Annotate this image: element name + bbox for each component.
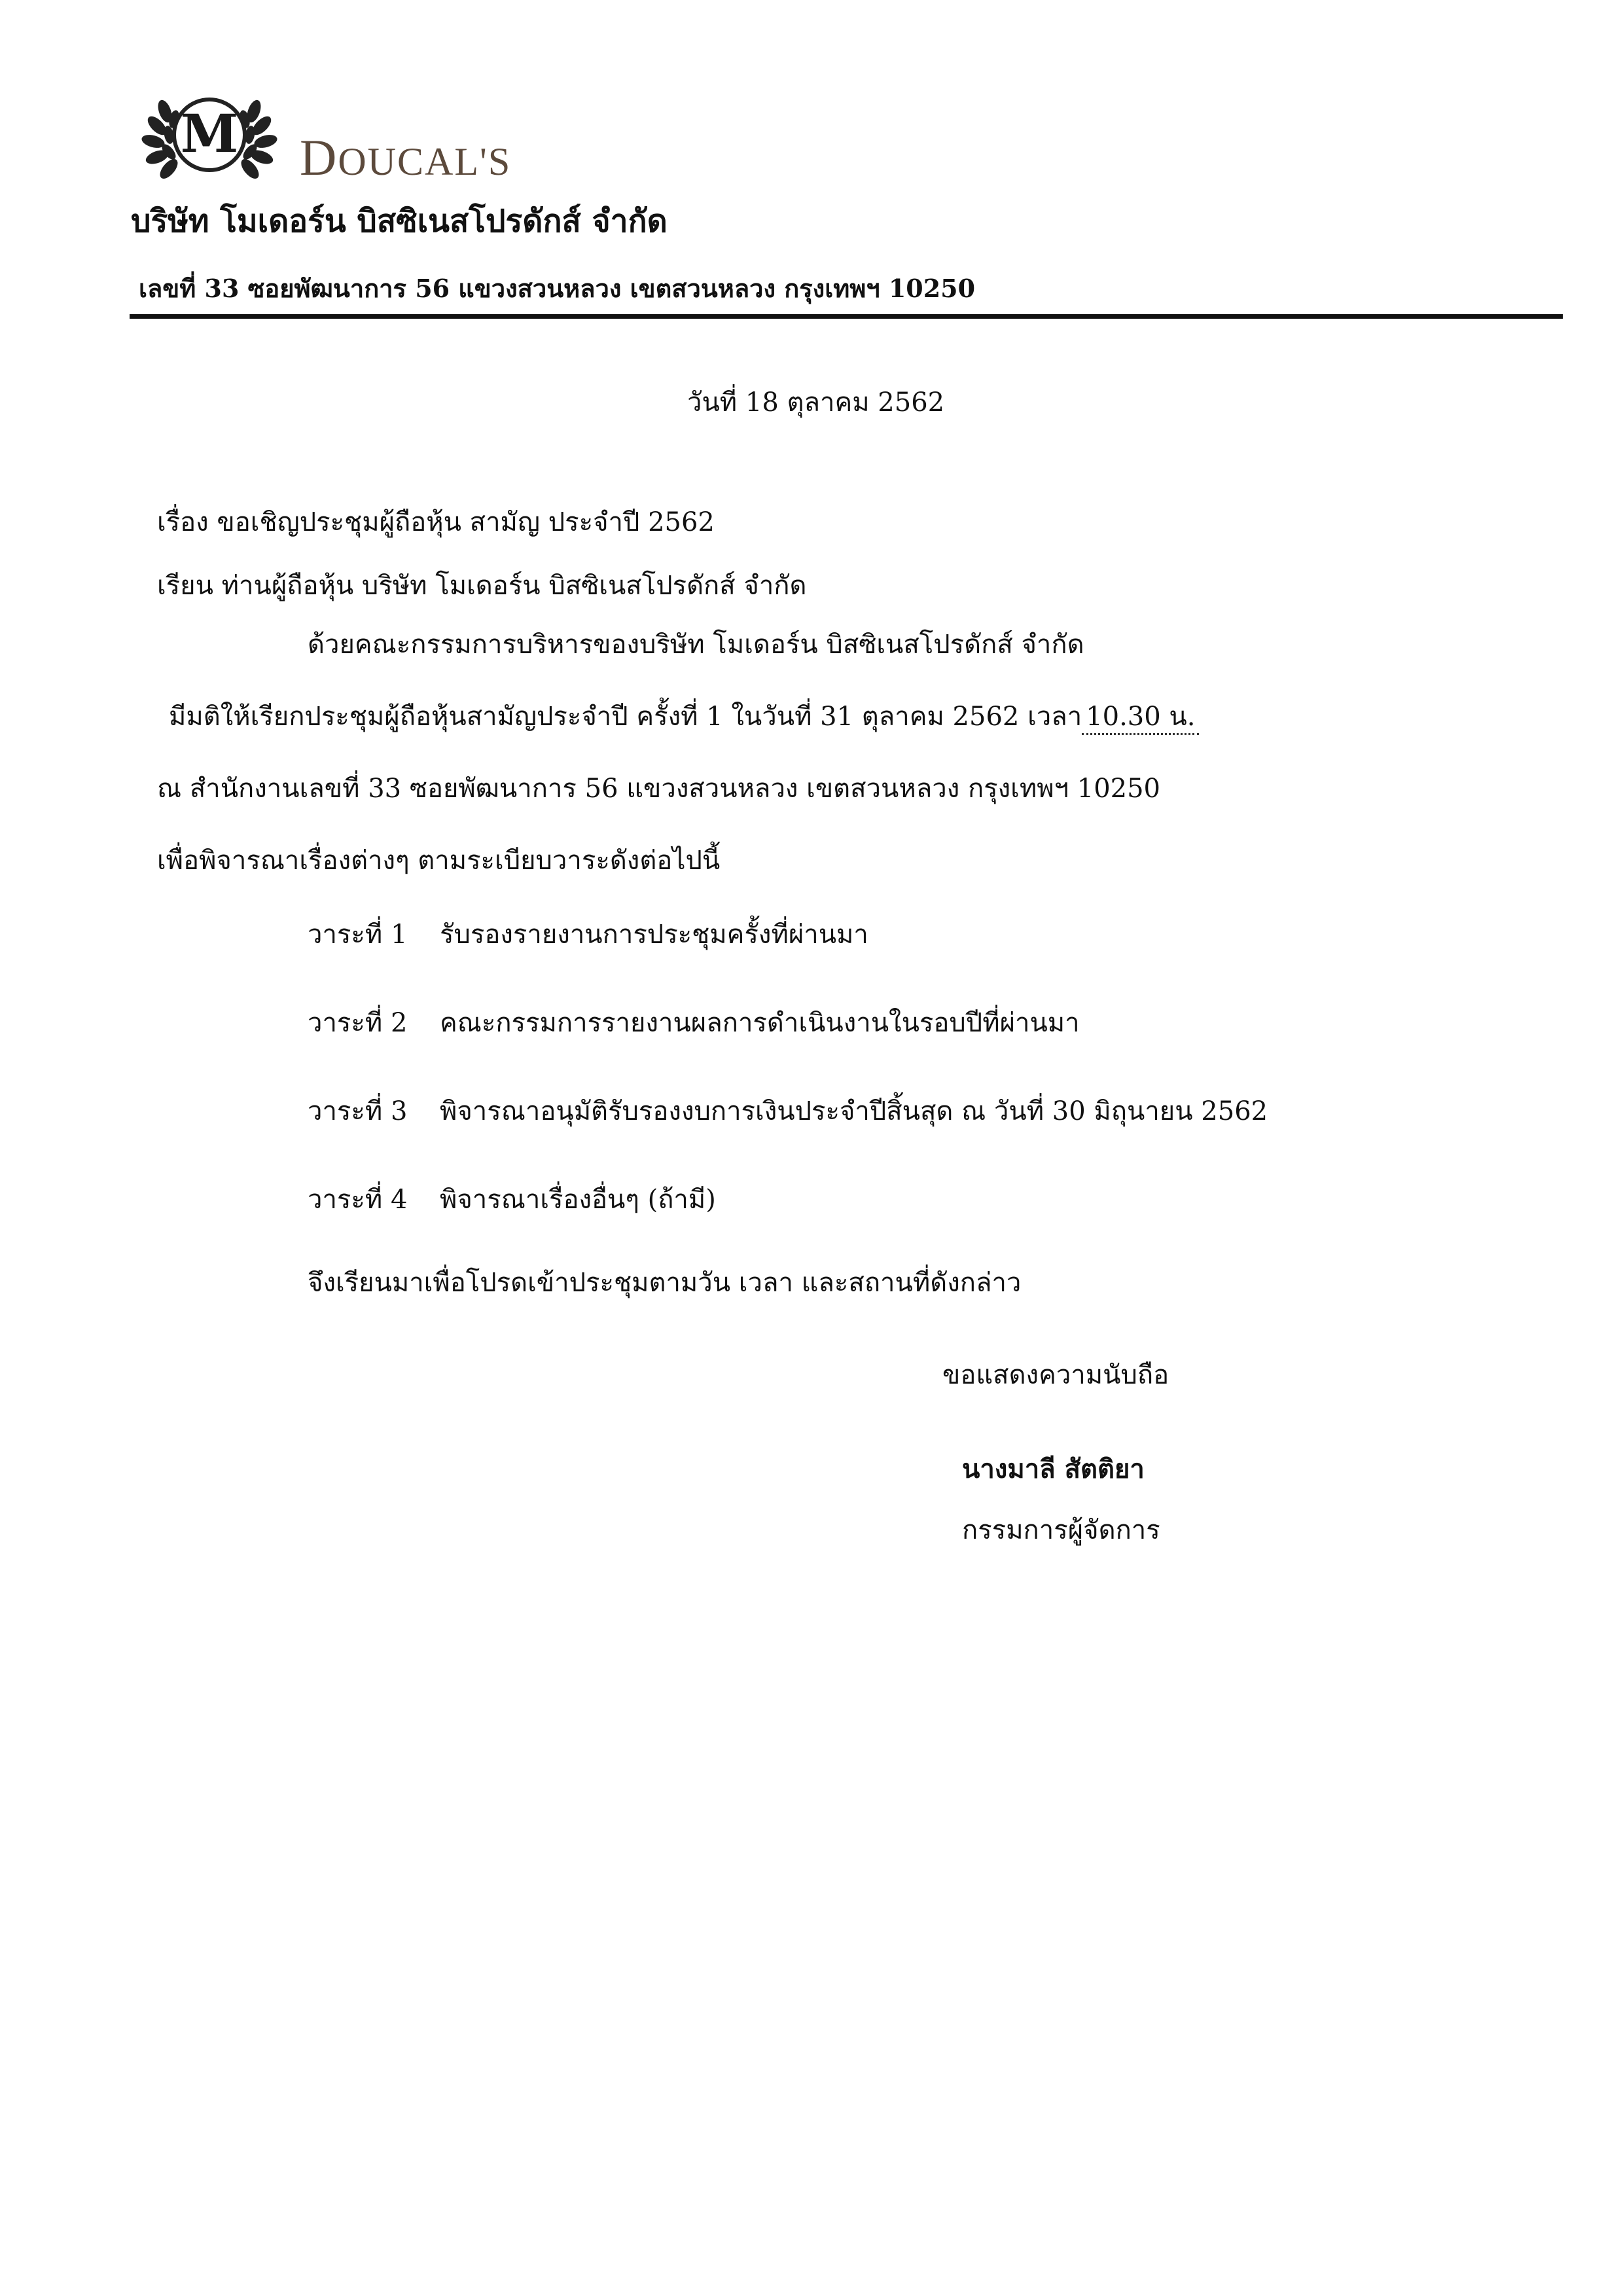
agenda-item-number: วาระที่ 4 <box>308 1185 408 1215</box>
header-divider <box>130 314 1563 319</box>
agenda-item-text: คณะกรรมการรายงานผลการดำเนินงานในรอบปีที่ผ่านมา <box>440 1008 1080 1038</box>
resolution-text: มีมติให้เรียกประชุมผู้ถือหุ้นสามัญประจำปี ครั้งที่ 1 ในวันที่ 31 ตุลาคม 2562 เวลา <box>169 702 1082 732</box>
logo-mark-letter: M <box>180 103 239 164</box>
meeting-time: 10.30 น. <box>1082 702 1199 735</box>
signer-title: กรรมการผู้จัดการ <box>962 1515 1160 1545</box>
letter-recipient: เรียน ท่านผู้ถือหุ้น บริษัท โมเดอร์น บิสซิเนสโปรดักส์ จำกัด <box>157 571 807 601</box>
body-intro: ด้วยคณะกรรมการบริหารของบริษัท โมเดอร์น บิสซิเนสโปรดักส์ จำกัด <box>308 630 1084 660</box>
agenda-item-number: วาระที่ 1 <box>308 920 408 950</box>
body-purpose: เพื่อพิจารณาเรื่องต่างๆ ตามระเบียบวาระดังต่อไปนี้ <box>157 846 721 876</box>
agenda-item-text: พิจารณาเรื่องอื่นๆ (ถ้ามี) <box>440 1185 716 1215</box>
body-resolution <box>169 695 1199 737</box>
agenda-item-number: วาระที่ 3 <box>308 1096 408 1126</box>
company-logo <box>131 92 550 190</box>
company-address: เลขที่ 33 ซอยพัฒนาการ 56 แขวงสวนหลวง เขตสวนหลวง กรุงเทพฯ 10250 <box>139 274 976 303</box>
brand-wordmark <box>300 128 511 187</box>
brand-rest: OUCAL'S <box>338 140 512 183</box>
letter-subject: เรื่อง ขอเชิญประชุมผู้ถือหุ้น สามัญ ประจำปี 2562 <box>157 507 715 537</box>
letter-date: วันที่ 18 ตุลาคม 2562 <box>687 387 945 418</box>
closing-sentence: จึงเรียนมาเพื่อโปรดเข้าประชุมตามวัน เวลา และสถานที่ดังกล่าว <box>308 1268 1022 1298</box>
agenda-item-number: วาระที่ 2 <box>308 1008 408 1038</box>
company-name: บริษัท โมเดอร์น บิสซิเนสโปรดักส์ จำกัด <box>131 203 668 240</box>
body-venue: ณ สำนักงานเลขที่ 33 ซอยพัฒนาการ 56 แขวงสวนหลวง เขตสวนหลวง กรุงเทพฯ 10250 <box>157 774 1161 804</box>
agenda-item-text: รับรองรายงานการประชุมครั้งที่ผ่านมา <box>440 920 868 950</box>
agenda-item-text: พิจารณาอนุมัติรับรองงบการเงินประจำปีสิ้นสุด ณ วันที่ 30 มิถุนายน 2562 <box>440 1096 1268 1126</box>
closing-regards: ขอแสดงความนับถือ <box>942 1360 1169 1390</box>
brand-initial: D <box>300 129 338 186</box>
signer-name: นางมาลี สัตติยา <box>962 1454 1145 1484</box>
